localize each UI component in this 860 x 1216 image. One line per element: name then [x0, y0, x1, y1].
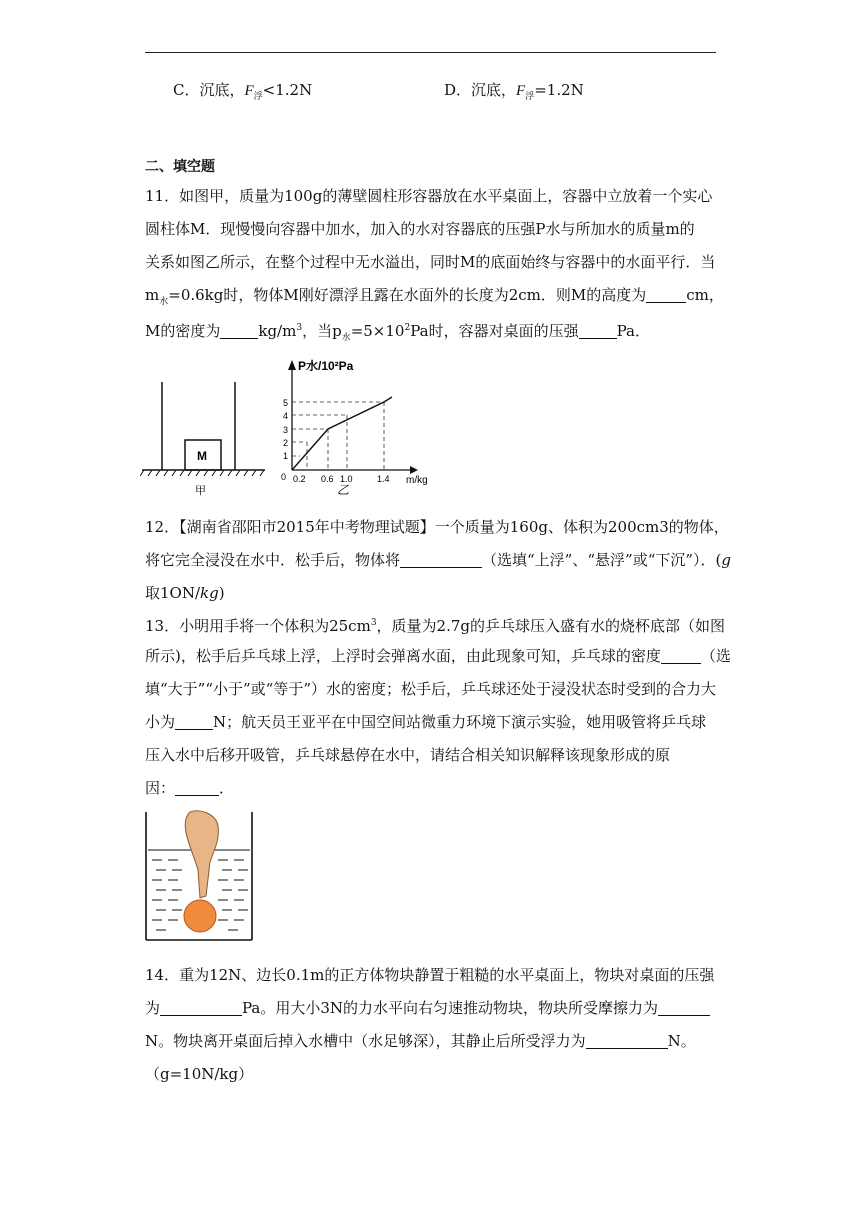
ytick-3: 3: [283, 425, 289, 435]
option-d-var: F: [516, 83, 526, 99]
question-12: [145, 511, 731, 610]
q13-blank-density[interactable]: [661, 645, 701, 664]
x-axis-label: m/kg: [406, 475, 428, 486]
q14-line-3: N。物块离开桌面后掉入水槽中（水足够深），其静止后所受浮力为 N。: [145, 1032, 696, 1050]
option-d-sub: 浮: [525, 92, 535, 102]
option-c: [173, 79, 312, 102]
q14-line-4: （g=10N/kg）: [145, 1065, 254, 1083]
question-11: [145, 180, 724, 345]
q11-line-5: M的密度为 $kg/m^3$，当$p_水=5\times 10^2Pa$时，容器对桌面的压强 Pa．: [145, 322, 650, 343]
ping-pong-ball: [184, 900, 216, 932]
q14-line-2: 为 Pa。用大小3N的力水平向右匀速推动物块，物块所受摩擦力为: [145, 992, 717, 1025]
q13-blank-force[interactable]: [175, 711, 213, 730]
xtick-0-2: 0.2: [293, 474, 306, 484]
guide-lines: [292, 402, 384, 470]
q14-blank-pressure[interactable]: [160, 997, 242, 1016]
xtick-1-4: 1.4: [377, 474, 390, 484]
q14-line-1: 14．重为12N、边长0.1m的正方体物块静置于粗糙的水平桌面上，物块对桌面的压强: [145, 966, 715, 984]
q11-figure: [140, 352, 440, 500]
q11-blank-density[interactable]: [220, 320, 258, 339]
q13-line-1: 13．小明用手将一个体积为$25cm^3$，质量为2.7g的乒乓球压入盛有水的烧杯底部（如图: [145, 617, 726, 635]
y-axis-arrow: [288, 360, 296, 370]
q12-blank[interactable]: [400, 549, 482, 568]
q12-line-2: 将它完全浸没在水中．松手后，物体将 （选填“上浮”、“悬浮”或“下沉”）．(g: [145, 551, 731, 569]
q11-line-1: 11．如图甲，质量为100g的薄壁圆柱形容器放在水平桌面上，容器中立放着一个实心: [145, 187, 713, 205]
q11-blank-height[interactable]: [646, 284, 686, 303]
q14-blank-buoyancy[interactable]: [586, 1030, 668, 1049]
option-c-var: F: [244, 83, 254, 99]
q12-line-3: 取1ON/kg): [145, 584, 225, 602]
q11-line-3: 关系如图乙所示，在整个过程中无水溢出，同时M的底面始终与容器中的水面平行．当: [145, 253, 716, 271]
option-d-value: =1.2N: [534, 81, 584, 99]
q13-figure: [142, 810, 256, 942]
q11-blank-pressure[interactable]: [579, 320, 617, 339]
hand-icon: [185, 811, 218, 898]
xtick-0-6: 0.6: [321, 474, 334, 484]
ytick-1: 1: [283, 451, 289, 461]
question-13: [145, 607, 731, 805]
q13-line-3: 填“大于”“小于”或“等于”）水的密度；松手后，乒乓球还处于浸没状态时受到的合力大: [145, 680, 717, 698]
jia-label: 甲: [195, 484, 206, 497]
q13-line-5: 压入水中后移开吸管，乒乓球悬停在水中，请结合相关知识解释该现象形成的原: [145, 746, 671, 764]
header-rule: [145, 52, 716, 53]
yi-label: 乙: [337, 483, 350, 497]
pressure-graph: [281, 358, 428, 497]
option-d: [444, 79, 584, 102]
option-c-value: <1.2N: [262, 81, 313, 99]
xtick-1-0: 1.0: [340, 474, 353, 484]
q11-line-4: $m_水=0.6kg$时，物体M刚好漂浮且露在水面外的长度为2cm．则M的高度为 cm，: [145, 286, 724, 307]
option-c-label: C．沉底，: [173, 81, 245, 99]
section-title: 二、填空题: [145, 159, 215, 175]
option-c-sub: 浮: [253, 92, 263, 102]
m-label: M: [197, 449, 207, 463]
ytick-2: 2: [283, 438, 289, 448]
q13-line-2: 所示)，松手后乒乓球上浮，上浮时会弹离水面，由此现象可知，乒乓球的密度 （选: [145, 647, 731, 665]
option-d-label: D．沉底，: [444, 81, 517, 99]
q11-line-2: 圆柱体M．现慢慢向容器中加水，加入的水对容器底的压强P水与所加水的质量m的: [145, 220, 695, 238]
question-14: [145, 959, 717, 1091]
ytick-4: 4: [283, 411, 289, 421]
q13-line-6: 因： ．: [145, 779, 235, 797]
q13-blank-reason[interactable]: [175, 777, 219, 796]
q13-line-4: 小为 N；航天员王亚平在中国空间站微重力环境下演示实验，她用吸管将乒乓球: [145, 713, 707, 731]
origin-label: 0: [281, 472, 287, 482]
y-axis-label: P水/10²Pa: [298, 359, 354, 373]
x-axis-arrow: [410, 466, 418, 474]
q14-blank-friction[interactable]: [658, 997, 710, 1016]
ytick-5: 5: [283, 398, 289, 408]
q12-line-1: 12．【湖南省邵阳市2015年中考物理试题】一个质量为160g、体积为200cm3的物体，: [145, 518, 729, 536]
